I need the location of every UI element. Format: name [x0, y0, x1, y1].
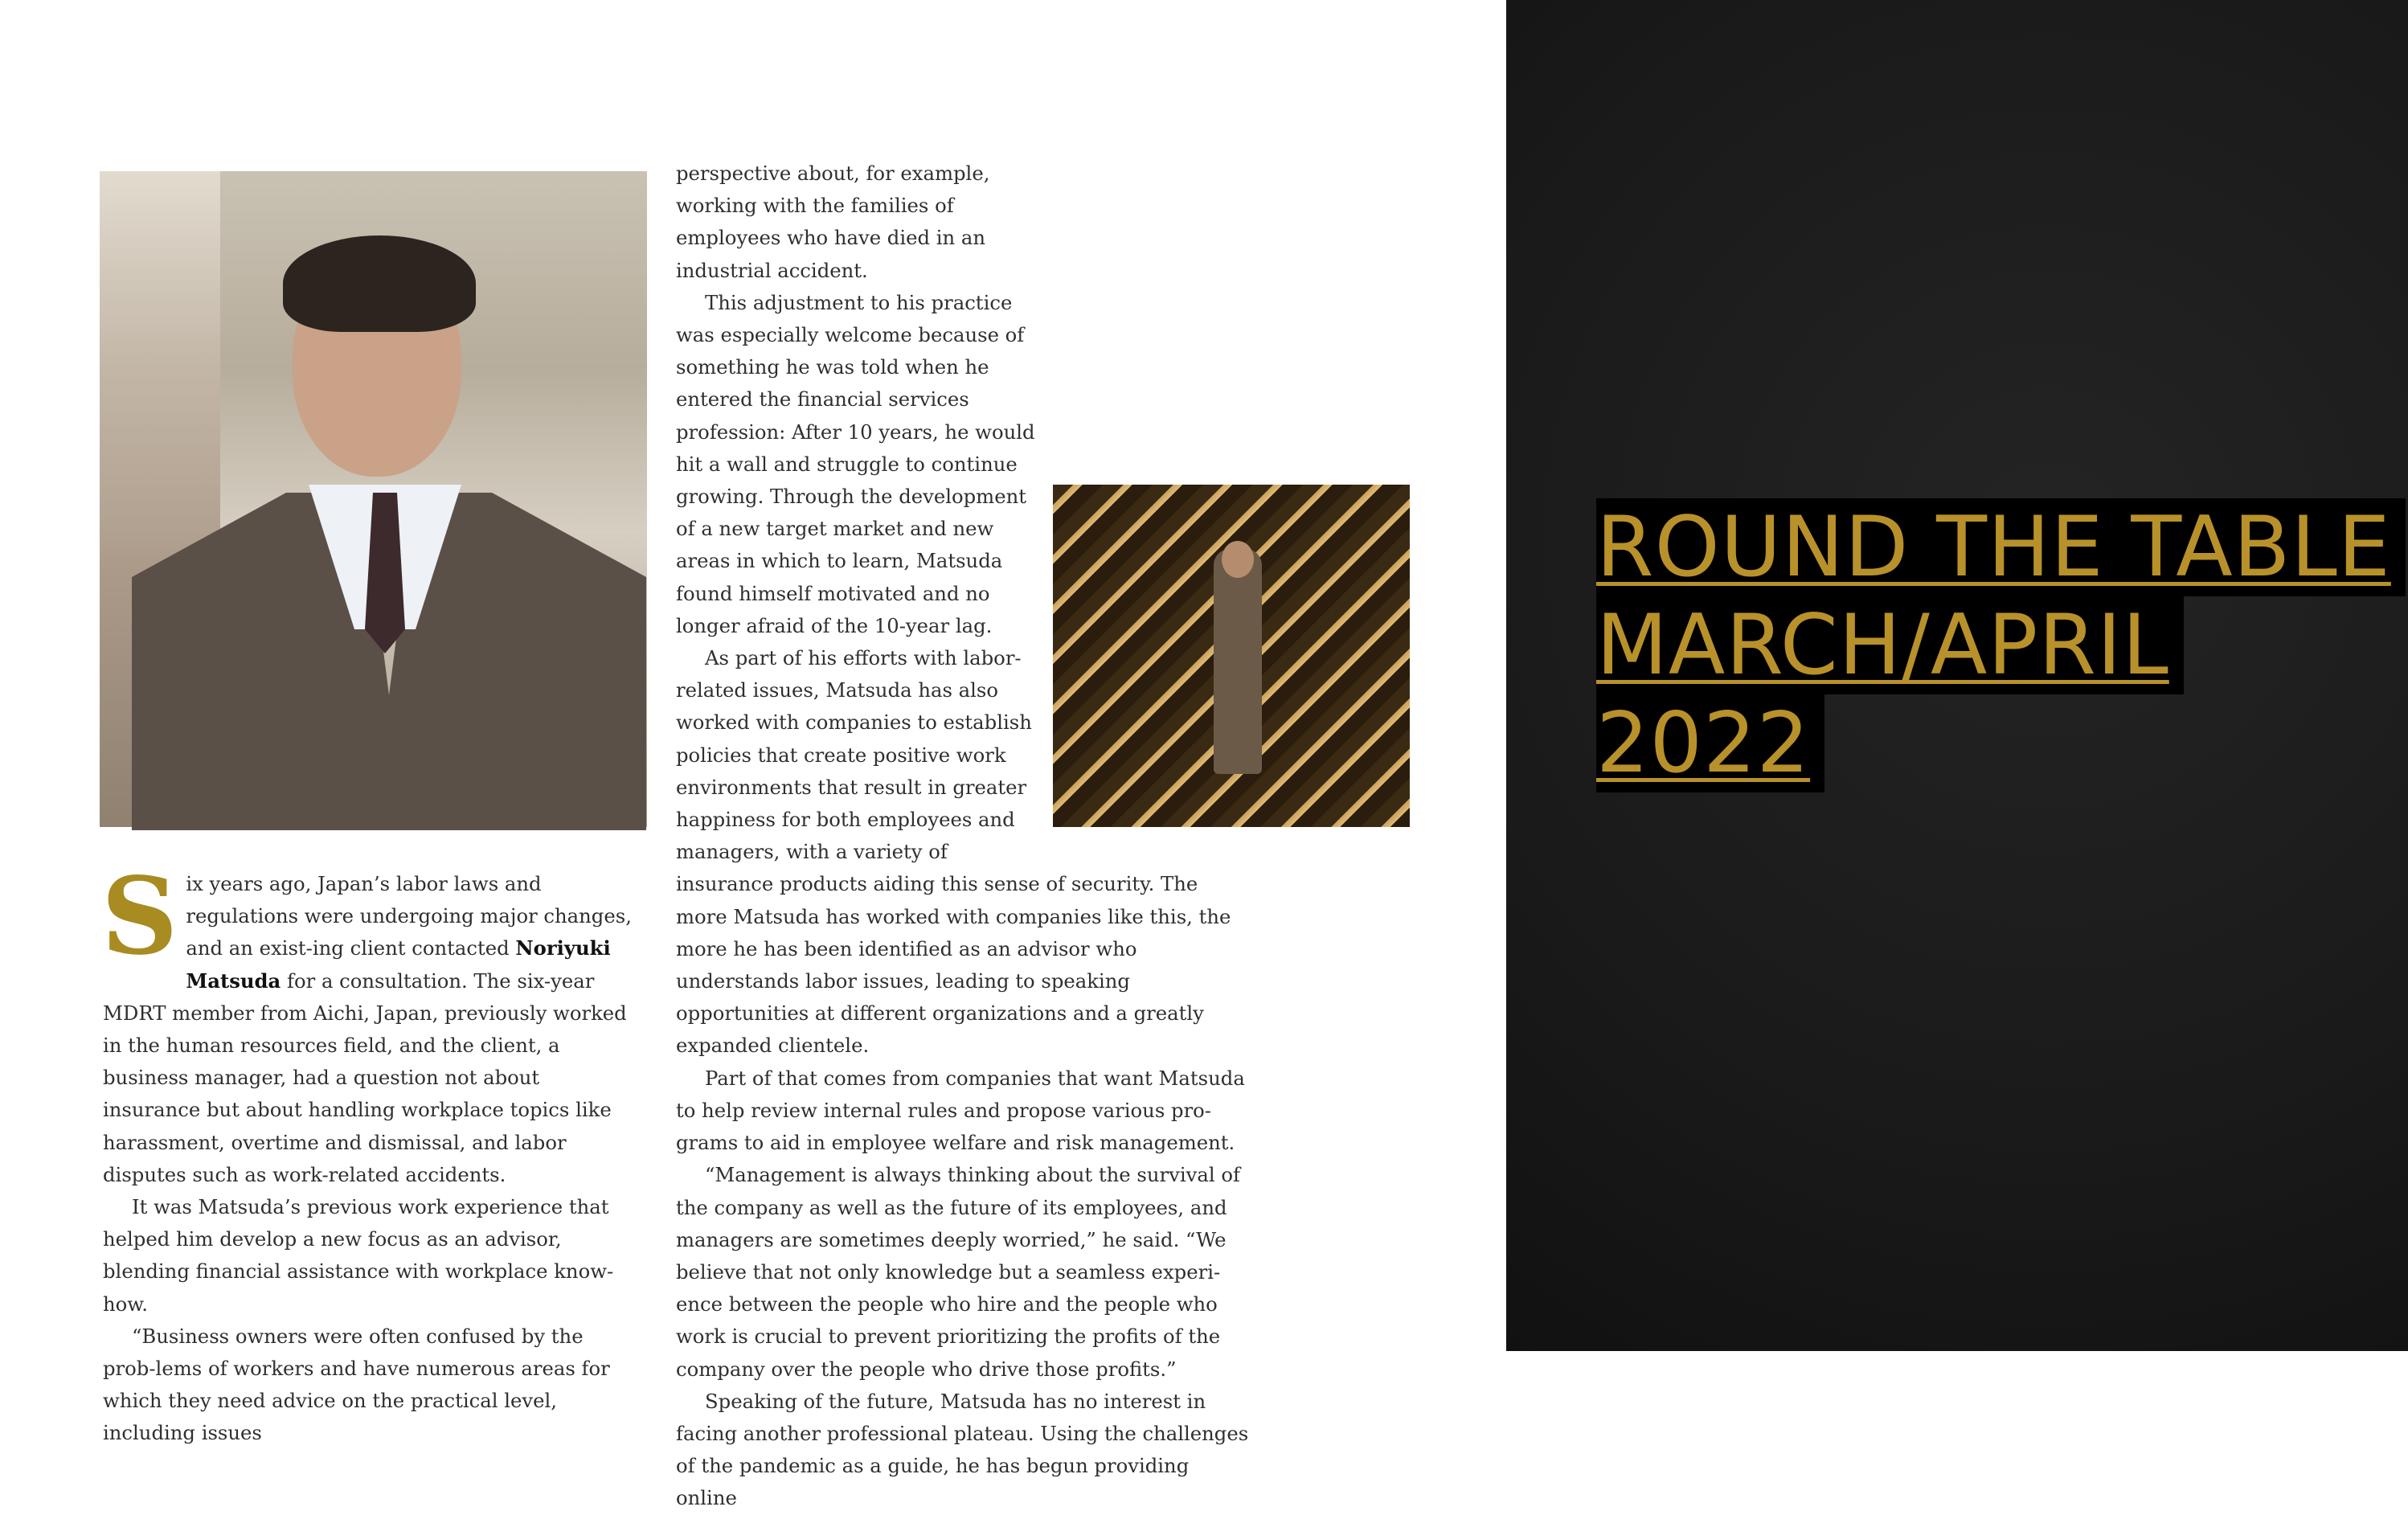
title-line-1: ROUND THE TABLE: [1596, 498, 2406, 596]
portrait-photo: [100, 171, 647, 827]
intro-rest: for a consultation. The six-year MDRT member from Aichi, Japan, previously worked in the human resources field, and the client, a business manager, had a question not about insurance but about handling workplace topics like harassment, overtime and dismissal, and labor disputes such as work-related accidents.: [103, 968, 627, 1186]
paragraph: Speaking of the future, Matsuda has no interest in facing another professional plateau. Using the challenges of the pandemic as a guide, he has begun providing online: [676, 1389, 1249, 1510]
paragraph: It was Matsuda’s previous work experience that helped him develop a new focus as an advisor, blending financial assistance with workplace know-how.: [103, 1195, 614, 1316]
paragraph: perspective about, for example, working with the families of employees who have died in an industrial accident.: [676, 162, 990, 282]
paragraph: As part of his efforts with labor-related issues, Matsuda has also worked with companies to establish policies that create positive work environments that result in greater happiness for both employees and managers, with a variety of insurance products aiding this sense of security. The more Matsuda has worked with companies like this, the more he has been identified as an advisor who understands labor issues, leading to speaking opportunities at different organizations and a greatly expanded clientele.: [676, 646, 1231, 1058]
intro-lead: ix years ago, Japan’s labor laws and regulations were undergoing major changes, and an exist-ing client contacted: [186, 872, 632, 960]
article-column-middle: [676, 158, 1255, 1515]
article-column-left: [101, 854, 633, 1450]
paragraph: “Business owners were often confused by the prob-lems of workers and have numerous areas for which they need advice on the practical level, including issues: [103, 1324, 610, 1445]
paragraph: Part of that comes from companies that want Matsuda to help review internal rules and propose various pro-grams to aid in employee welfare and risk management.: [676, 1066, 1245, 1155]
paragraph: “Management is always thinking about the survival of the company as well as the future of its employees, and managers are sometimes deeply worried,” he said. “We believe that not only knowledge but a seamless experi-ence between the people who hire and the people who work is crucial to prevent prioritizing the profits of the company over the people who drive those profits.”: [676, 1163, 1240, 1381]
paragraph: This adjustment to his practice was especially welcome because of something he was told when he entered the financial services profession: After 10 years, he would hit a wall and struggle to continue growing. Through the development of a new target market and new areas in which to learn, Matsuda found himself motivated and no longer afraid of the 10-year lag.: [676, 290, 1035, 637]
drop-cap: S: [101, 854, 178, 979]
paragraph-intro: [101, 854, 633, 1191]
subject-name: Noriyuki Matsuda: [186, 936, 611, 993]
title-line-2: MARCH/APRIL: [1596, 596, 2184, 694]
title-line-3: 2022: [1596, 694, 1824, 792]
slide-title: [1596, 498, 2406, 792]
